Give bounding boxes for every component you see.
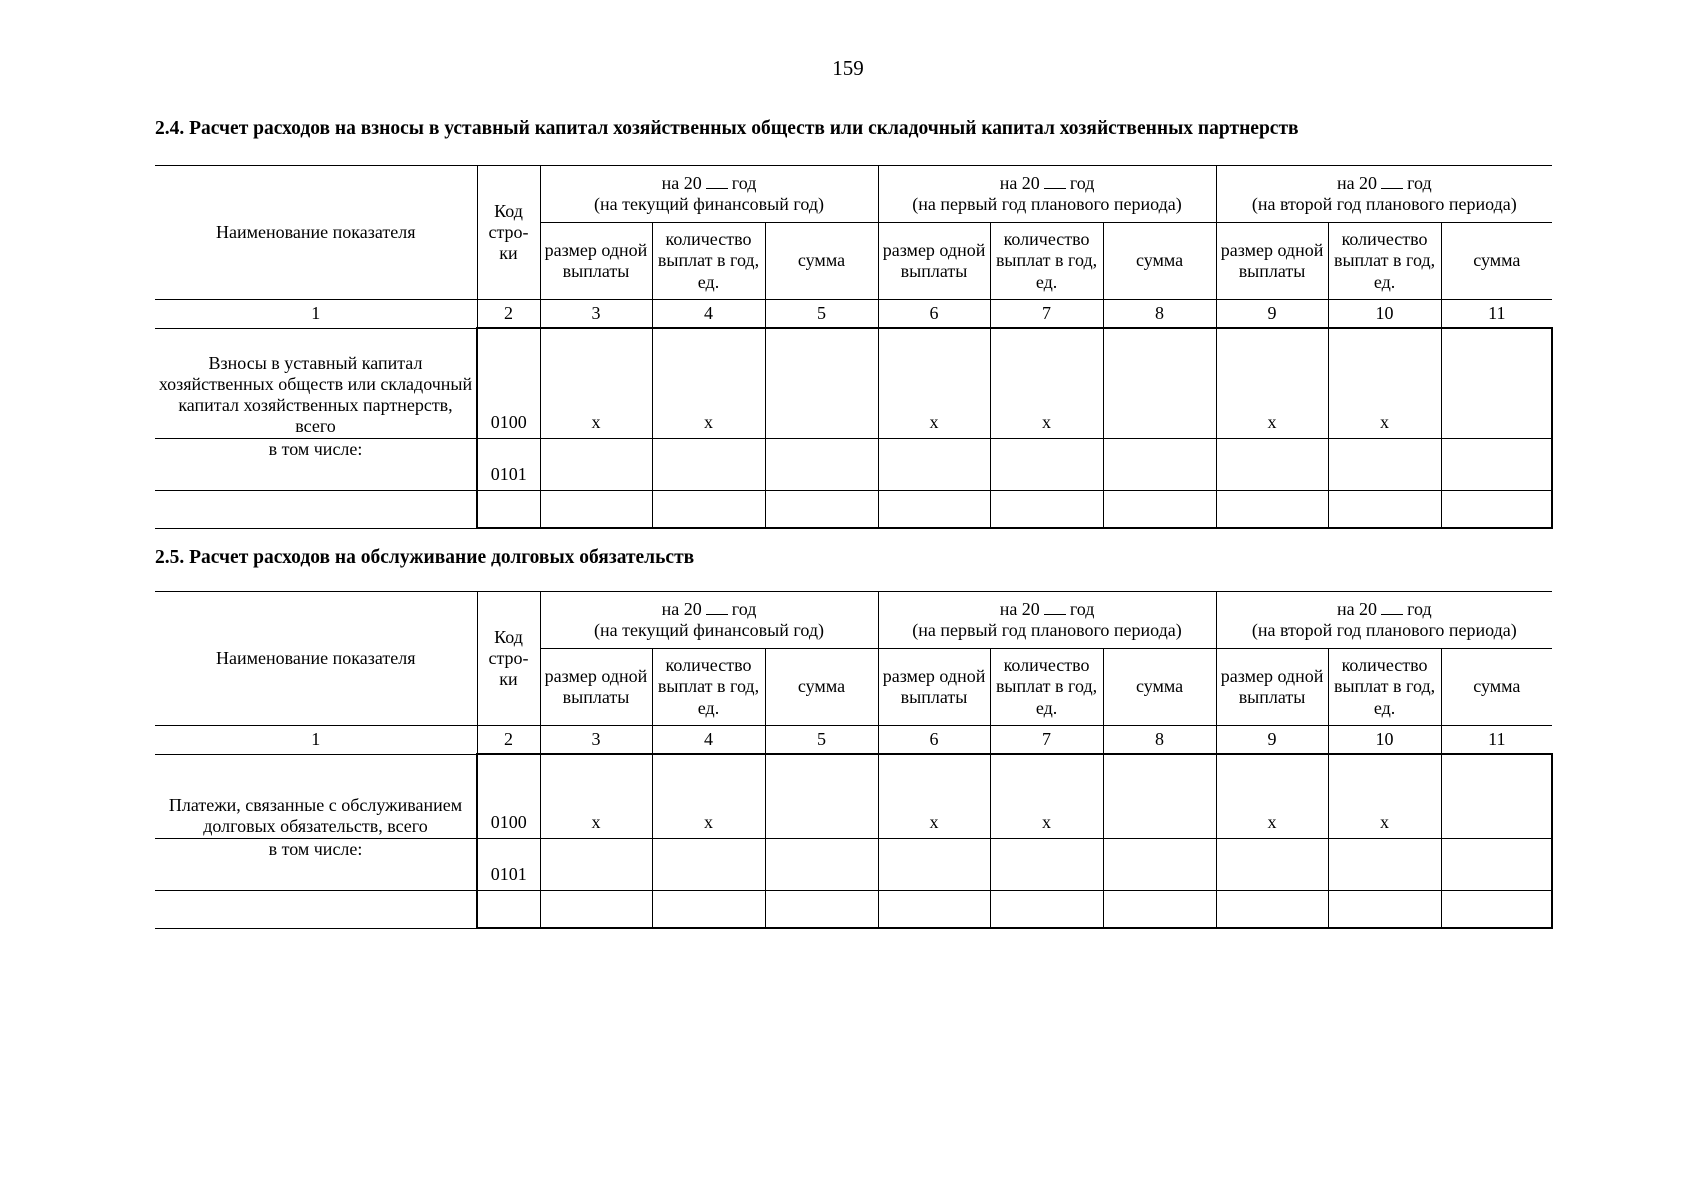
data-cell[interactable]: [1441, 328, 1552, 438]
data-cell[interactable]: [1441, 890, 1552, 928]
data-cell[interactable]: [1441, 838, 1552, 890]
header-subcol: размер одной выплаты: [878, 223, 990, 300]
header-subcol: количество выплат в год, ед.: [652, 223, 765, 300]
data-cell[interactable]: x: [990, 754, 1103, 838]
data-cell[interactable]: [540, 838, 652, 890]
column-number: 7: [990, 300, 1103, 329]
data-cell[interactable]: [878, 838, 990, 890]
header-subcol: сумма: [1441, 649, 1552, 726]
data-cell[interactable]: [1216, 890, 1328, 928]
year-suffix: год: [731, 172, 757, 193]
data-cell[interactable]: [652, 838, 765, 890]
column-number: 11: [1441, 726, 1552, 755]
year-suffix: год: [1407, 172, 1432, 193]
row-code: 0100: [477, 328, 540, 438]
header-period-3: [1216, 592, 1552, 649]
column-number: 5: [765, 300, 878, 329]
data-cell[interactable]: [878, 490, 990, 528]
year-line: [1219, 173, 1551, 194]
table-row: [155, 490, 1552, 528]
data-cell[interactable]: x: [1216, 754, 1328, 838]
year-blank-line: [706, 600, 728, 615]
data-cell[interactable]: [1328, 490, 1441, 528]
data-cell[interactable]: [652, 490, 765, 528]
year-suffix: год: [1069, 172, 1095, 193]
column-number: 8: [1103, 726, 1216, 755]
data-cell[interactable]: x: [990, 328, 1103, 438]
period-label: (на первый год планового периода): [912, 194, 1182, 214]
header-subcol: размер одной выплаты: [878, 649, 990, 726]
column-number: 4: [652, 726, 765, 755]
year-line: [543, 599, 876, 620]
data-cell[interactable]: [1328, 838, 1441, 890]
data-cell[interactable]: [878, 438, 990, 490]
year-prefix: на 20: [1336, 172, 1378, 193]
data-cell[interactable]: [1328, 438, 1441, 490]
data-cell[interactable]: [1216, 490, 1328, 528]
year-line: [1219, 599, 1551, 620]
header-subcol: количество выплат в год, ед.: [652, 649, 765, 726]
year-suffix: год: [1069, 598, 1095, 619]
data-cell[interactable]: x: [652, 328, 765, 438]
data-cell[interactable]: [1216, 438, 1328, 490]
year-prefix: на 20: [661, 598, 702, 619]
period-label: (на второй год планового периода): [1251, 194, 1517, 214]
data-cell[interactable]: x: [1328, 328, 1441, 438]
year-suffix: год: [1407, 598, 1432, 619]
data-cell[interactable]: [990, 838, 1103, 890]
data-cell[interactable]: x: [540, 328, 652, 438]
period-label: (на текущий финансовый год): [594, 620, 824, 640]
row-name: в том числе:: [155, 838, 477, 890]
data-cell[interactable]: [1103, 490, 1216, 528]
data-cell[interactable]: [765, 328, 878, 438]
header-period-2: [878, 166, 1216, 223]
header-subcol: размер одной выплаты: [1216, 223, 1328, 300]
header-subcol: сумма: [765, 649, 878, 726]
period-label: (на первый год планового периода): [912, 620, 1182, 640]
data-cell[interactable]: [540, 490, 652, 528]
header-subcol: сумма: [1103, 649, 1216, 726]
year-blank-line: [1044, 600, 1066, 615]
data-cell[interactable]: [765, 754, 878, 838]
year-blank-line: [1044, 174, 1066, 189]
header-subcol: количество выплат в год, ед.: [990, 649, 1103, 726]
data-cell[interactable]: x: [878, 754, 990, 838]
header-subcol: размер одной выплаты: [1216, 649, 1328, 726]
header-name-col: Наименование показателя: [155, 166, 477, 300]
header-subcol: размер одной выплаты: [540, 649, 652, 726]
year-prefix: на 20: [661, 172, 702, 193]
column-number: 11: [1441, 300, 1552, 329]
data-cell[interactable]: [1216, 838, 1328, 890]
year-line: [881, 173, 1214, 194]
data-cell[interactable]: [1328, 890, 1441, 928]
column-number: 2: [477, 726, 540, 755]
data-cell[interactable]: x: [1328, 754, 1441, 838]
data-cell[interactable]: [1441, 490, 1552, 528]
data-cell[interactable]: [765, 838, 878, 890]
header-subcol: количество выплат в год, ед.: [1328, 649, 1441, 726]
page-number: 159: [832, 56, 864, 80]
table-row: [155, 328, 1552, 438]
period-label: (на второй год планового периода): [1251, 620, 1517, 640]
column-number: 1: [155, 300, 477, 329]
data-cell[interactable]: [1103, 890, 1216, 928]
row-code: 0101: [477, 838, 540, 890]
data-cell[interactable]: x: [540, 754, 652, 838]
header-period-1: [540, 592, 878, 649]
data-cell[interactable]: [652, 890, 765, 928]
data-cell[interactable]: [878, 890, 990, 928]
year-blank-line: [1381, 600, 1403, 615]
year-line: [881, 599, 1214, 620]
column-number: 6: [878, 726, 990, 755]
row-name: Платежи, связанные с обслуживанием долговых обязательств, всего: [155, 754, 477, 838]
data-cell[interactable]: x: [878, 328, 990, 438]
column-number: 9: [1216, 300, 1328, 329]
header-period-1: [540, 166, 878, 223]
year-line: [543, 173, 876, 194]
header-subcol: сумма: [1103, 223, 1216, 300]
table-row: [155, 890, 1552, 928]
year-blank-line: [1381, 174, 1403, 189]
data-cell[interactable]: [1103, 328, 1216, 438]
data-cell[interactable]: [765, 890, 878, 928]
data-cell[interactable]: [990, 490, 1103, 528]
header-subcol: сумма: [1441, 223, 1552, 300]
header-subcol: сумма: [765, 223, 878, 300]
table-row: [155, 754, 1552, 838]
data-cell[interactable]: [1441, 438, 1552, 490]
data-cell[interactable]: [765, 438, 878, 490]
header-code-col: Код стро- ки: [477, 592, 540, 726]
column-number: 5: [765, 726, 878, 755]
data-cell[interactable]: [1103, 838, 1216, 890]
table-row: [155, 438, 1552, 490]
data-cell[interactable]: [1441, 754, 1552, 838]
data-cell[interactable]: [765, 490, 878, 528]
year-suffix: год: [731, 598, 757, 619]
section-title-2-5: 2.5. Расчет расходов на обслуживание долговых обязательств: [155, 547, 695, 568]
data-cell[interactable]: x: [652, 754, 765, 838]
header-subcol: размер одной выплаты: [540, 223, 652, 300]
column-number: 9: [1216, 726, 1328, 755]
row-code: [477, 490, 540, 528]
year-prefix: на 20: [1336, 598, 1378, 619]
column-number: 8: [1103, 300, 1216, 329]
column-number: 10: [1328, 300, 1441, 329]
row-name: [155, 490, 477, 528]
header-subcol: количество выплат в год, ед.: [990, 223, 1103, 300]
data-cell[interactable]: [1103, 754, 1216, 838]
header-name-col: Наименование показателя: [155, 592, 477, 726]
year-prefix: на 20: [999, 172, 1040, 193]
column-number: 3: [540, 726, 652, 755]
data-cell[interactable]: [540, 438, 652, 490]
year-prefix: на 20: [999, 598, 1040, 619]
table-row: [155, 838, 1552, 890]
row-name: Взносы в уставный капитал хозяйственных обществ или складочный капитал хозяйственных партнерств, всего: [155, 328, 477, 438]
header-code-col: Код стро- ки: [477, 166, 540, 300]
data-cell[interactable]: [652, 438, 765, 490]
row-code: 0100: [477, 754, 540, 838]
data-cell[interactable]: [990, 890, 1103, 928]
row-name: [155, 890, 477, 928]
year-blank-line: [706, 174, 728, 189]
section-title-2-4: 2.4. Расчет расходов на взносы в уставный капитал хозяйственных обществ или складочный капитал хозяйственных партнерств: [155, 118, 1299, 139]
table-2-4: [155, 165, 1553, 529]
header-period-3: [1216, 166, 1552, 223]
data-cell[interactable]: [990, 438, 1103, 490]
table-2-5: [155, 591, 1553, 929]
data-cell[interactable]: [1103, 438, 1216, 490]
header-subcol: количество выплат в год, ед.: [1328, 223, 1441, 300]
row-code: [477, 890, 540, 928]
data-cell[interactable]: [540, 890, 652, 928]
column-number: 7: [990, 726, 1103, 755]
column-number: 4: [652, 300, 765, 329]
column-number: 3: [540, 300, 652, 329]
column-number: 1: [155, 726, 477, 755]
column-number: 2: [477, 300, 540, 329]
period-label: (на текущий финансовый год): [594, 194, 824, 214]
row-code: 0101: [477, 438, 540, 490]
column-number: 6: [878, 300, 990, 329]
row-name: в том числе:: [155, 438, 477, 490]
header-period-2: [878, 592, 1216, 649]
data-cell[interactable]: x: [1216, 328, 1328, 438]
column-number: 10: [1328, 726, 1441, 755]
